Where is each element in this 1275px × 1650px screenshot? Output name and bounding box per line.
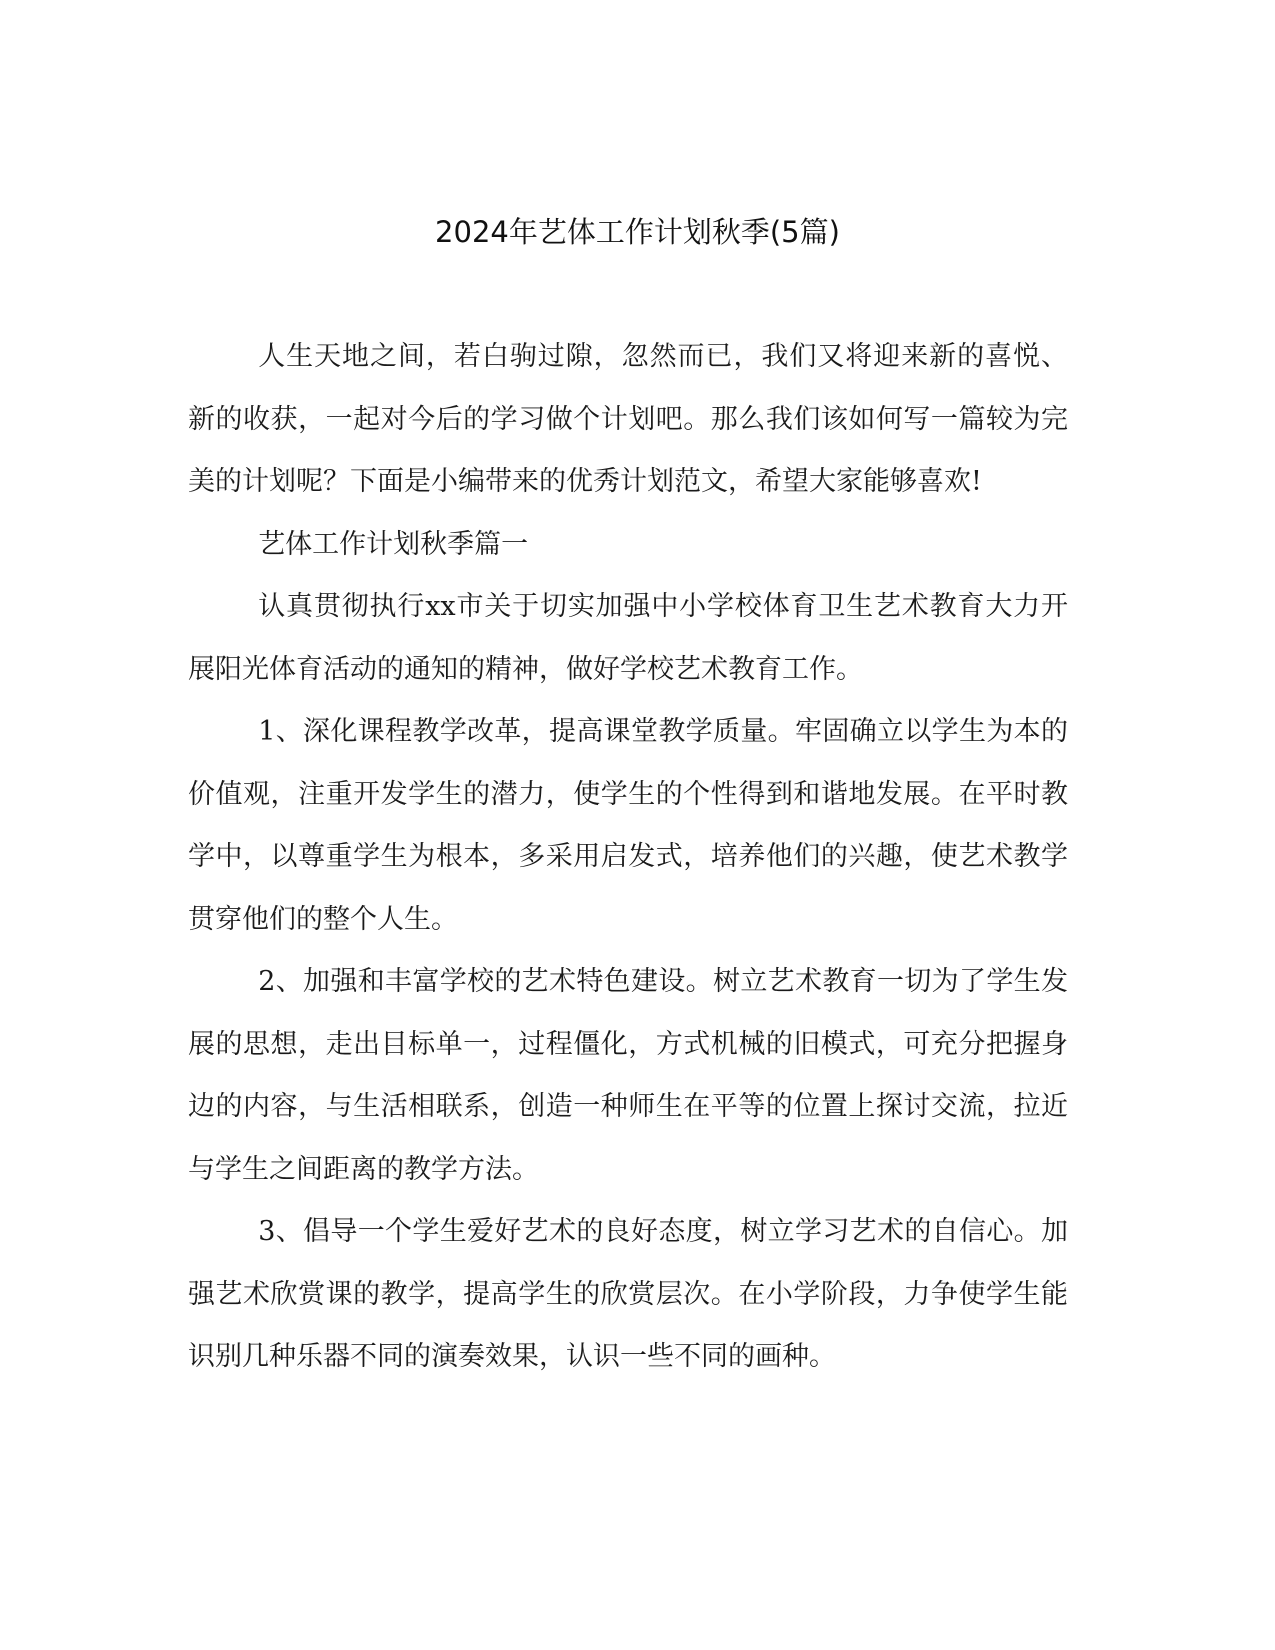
list-item-1: 1、深化课程教学改革，提高课堂教学质量。牢固确立以学生为本的价值观，注重开发学生的潜力，使学生的个性得到和谐地发展。在平时教学中，以尊重学生为根本，多采用启发式，培养他们的兴趣，使艺术教学贯穿他们的整个人生。 (188, 716, 1068, 935)
document-body (188, 326, 1068, 1389)
intro-paragraph: 人生天地之间，若白驹过隙，忽然而已，我们又将迎来新的喜悦、新的收获，一起对今后的学习做个计划吧。那么我们该如何写一篇较为完美的计划呢？下面是小编带来的优秀计划范文，希望大家能够喜欢! (188, 341, 1068, 497)
list-item-3: 3、倡导一个学生爱好艺术的良好态度，树立学习艺术的自信心。加强艺术欣赏课的教学，提高学生的欣赏层次。在小学阶段，力争使学生能识别几种乐器不同的演奏效果，认识一些不同的画种。 (188, 1216, 1068, 1372)
body-paragraph: 认真贯彻执行xx市关于切实加强中小学校体育卫生艺术教育大力开展阳光体育活动的通知的精神，做好学校艺术教育工作。 (188, 591, 1068, 685)
section-heading: 艺体工作计划秋季篇一 (258, 528, 529, 560)
document-title: 2024年艺体工作计划秋季(5篇) (435, 215, 840, 249)
list-item-2: 2、加强和丰富学校的艺术特色建设。树立艺术教育一切为了学生发展的思想，走出目标单一，过程僵化，方式机械的旧模式，可充分把握身边的内容，与生活相联系，创造一种师生在平等的位置上探讨交流，拉近与学生之间距离的教学方法。 (188, 966, 1068, 1185)
